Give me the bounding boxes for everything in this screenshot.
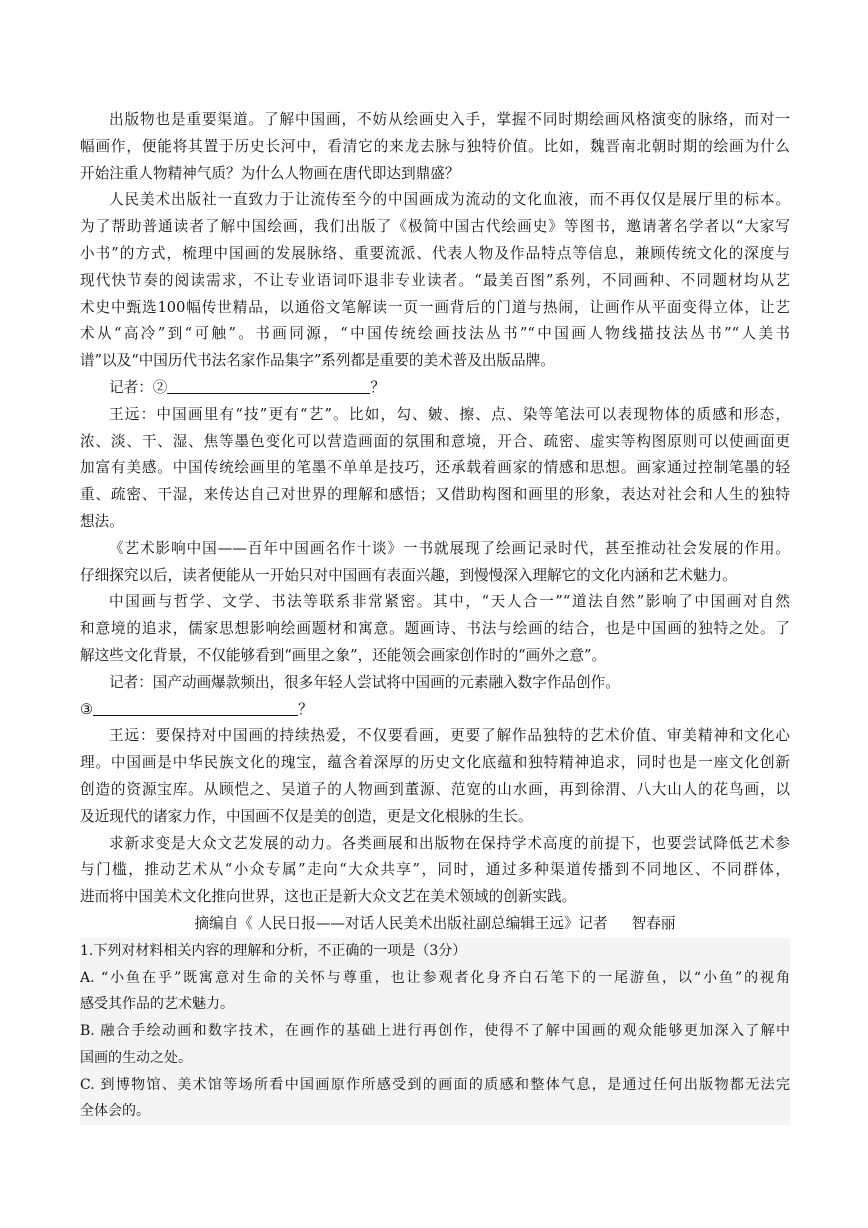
text-line: 人民美术出版社一直致力于让流传至今的中国画成为流动的文化血液，而不再仅仅是展厅里的标本。	[109, 191, 790, 209]
question-prefix: 记者：②	[109, 378, 168, 396]
text-line: 术从“高冷”到“可触”。书画同源，“中国传统绘画技法丛书”“中国画人物线描技法丛书”“人美书	[80, 325, 790, 343]
text-line: 与门槛，推动艺术从“小众专属”走向“大众共享”，同时，通过多种渠道传播到不同地区、不同群体，	[80, 861, 790, 879]
option-a-line[interactable]: A. “小鱼在乎”既寓意对生命的关怀与尊重，也让参观者化身齐白石笔下的一尾游鱼，以“小鱼”的视角	[80, 969, 790, 986]
question-prefix: ③	[80, 700, 94, 718]
text-line: 解这些文化背景，不仅能够看到“画里之象”，还能领会画家创作时的“画外之意”。	[80, 646, 607, 664]
text-line: 王远：要保持对中国画的持续热爱，不仅要看画，更要了解作品独特的艺术价值、审美精神和文化心	[109, 727, 790, 745]
text-line: 《艺术影响中国——百年中国画名作十谈》一书就展现了绘画记录时代，甚至推动社会发展的作用。	[109, 539, 790, 557]
question-mark: ？	[370, 378, 385, 396]
text-line: 谱”以及“中国历代书法名家作品集字”系列都是重要的美术普及出版品牌。	[80, 352, 555, 370]
source-text: 摘编自《 人民日报——对话人民美术出版社副总编辑王远》记者	[194, 914, 608, 932]
reporter-question-3	[80, 697, 790, 724]
text-line: 中国画与哲学、文学、书法等联系非常紧密。其中，“天人合一”“道法自然”影响了中国画对自然	[109, 593, 790, 611]
text-line: 出版物也是重要渠道。了解中国画，不妨从绘画史入手，掌握不同时期绘画风格演变的脉络，而对一	[109, 111, 790, 128]
question-block	[80, 938, 790, 1126]
text-line: 王远：中国画里有“技”更有“艺”。比如，勾、皴、擦、点、染等笔法可以表现物体的质感和形态，	[109, 405, 790, 423]
document-page	[80, 107, 790, 1125]
question-stem: 1.下列对材料相关内容的理解和分析，不正确的一项是（3分）	[80, 942, 467, 959]
option-a-line[interactable]: 感受其作品的艺术魅力。	[80, 996, 234, 1013]
answer-blank-2[interactable]	[167, 376, 370, 394]
text-line: 记者：国产动画爆款频出，很多年轻人尝试将中国画的元素融入数字作品创作。	[109, 673, 620, 691]
text-line: 重、疏密、干湿，来传达自己对世界的理解和感悟；又借助构图和画里的形象，表达对社会和人生的独特	[80, 486, 790, 504]
text-line: 现代快节奏的阅读需求，不让专业语词吓退非专业读者。“最美百图”系列，不同画种、不同题材均从艺	[80, 271, 790, 289]
answer-blank-3[interactable]	[93, 698, 298, 716]
option-c-line[interactable]: C. 到博物馆、美术馆等场所看中国画原作所感受到的画面的质感和整体气息，是通过任何出版物都无法完	[80, 1076, 790, 1093]
text-line: 幅画作，便能将其置于历史长河中，看清它的来龙去脉与独特价值。比如，魏晋南北朝时期的绘画为什么	[80, 137, 790, 155]
option-b-line[interactable]: 国画的生动之处。	[80, 1049, 192, 1066]
text-line: 为了帮助普通读者了解中国绘画，我们出版了《极简中国古代绘画史》等图书，邀请著名学者以“大家写	[80, 218, 790, 236]
source-attribution	[80, 911, 790, 938]
text-line: 进而将中国美术文化推向世界，这也正是新大众文艺在美术领域的创新实践。	[80, 888, 577, 906]
text-line: 创造的资源宝库。从顾恺之、吴道子的人物画到董源、范宽的山水画，再到徐渭、八大山人的花鸟画，以	[80, 780, 790, 798]
source-author: 智春丽	[631, 914, 676, 932]
reporter-question-2	[80, 375, 790, 402]
text-line: 开始注重人物精神气质？为什么人物画在唐代即达到鼎盛？	[80, 164, 460, 182]
text-line: 理。中国画是中华民族文化的瑰宝，蕴含着深厚的历史文化底蕴和独特精神追求，同时也是一座文化创新	[80, 754, 790, 772]
question-mark: ？	[298, 700, 313, 718]
text-line: 加富有美感。中国传统绘画里的笔墨不单单是技巧，还承载着画家的情感和思想。画家通过控制笔墨的轻	[80, 459, 790, 477]
text-line: 和意境的追求，儒家思想影响绘画题材和寓意。题画诗、书法与绘画的结合，也是中国画的独特之处。了	[80, 620, 790, 638]
option-c-line[interactable]: 全体会的。	[80, 1103, 150, 1120]
text-line: 术史中甄选100幅传世精品，以通俗文笔解读一页一画背后的门道与热闹，让画作从平面变得立体，让艺	[80, 298, 790, 316]
option-b-line[interactable]: B. 融合手绘动画和数字技术，在画作的基础上进行再创作，使得不了解中国画的观众能够更加深入了解中	[80, 1023, 790, 1040]
text-line: 求新求变是大众文艺发展的动力。各类画展和出版物在保持学术高度的前提下，也要尝试降低艺术参	[109, 834, 790, 852]
text-line: 小书”的方式，梳理中国画的发展脉络、重要流派、代表人物及作品特点等信息，兼顾传统文化的深度与	[80, 244, 790, 262]
text-line: 浓、淡、干、湿、焦等墨色变化可以营造画面的氛围和意境，开合、疏密、虚实等构图原则可以使画面更	[80, 432, 790, 450]
text-line: 仔细探究以后，读者便能从一开始只对中国画有表面兴趣，到慢慢深入理解它的文化内涵和艺术魅力。	[80, 566, 737, 584]
text-line: 及近现代的诸家力作，中国画不仅是美的创造，更是文化根脉的生长。	[80, 807, 533, 825]
text-line: 想法。	[80, 512, 124, 530]
